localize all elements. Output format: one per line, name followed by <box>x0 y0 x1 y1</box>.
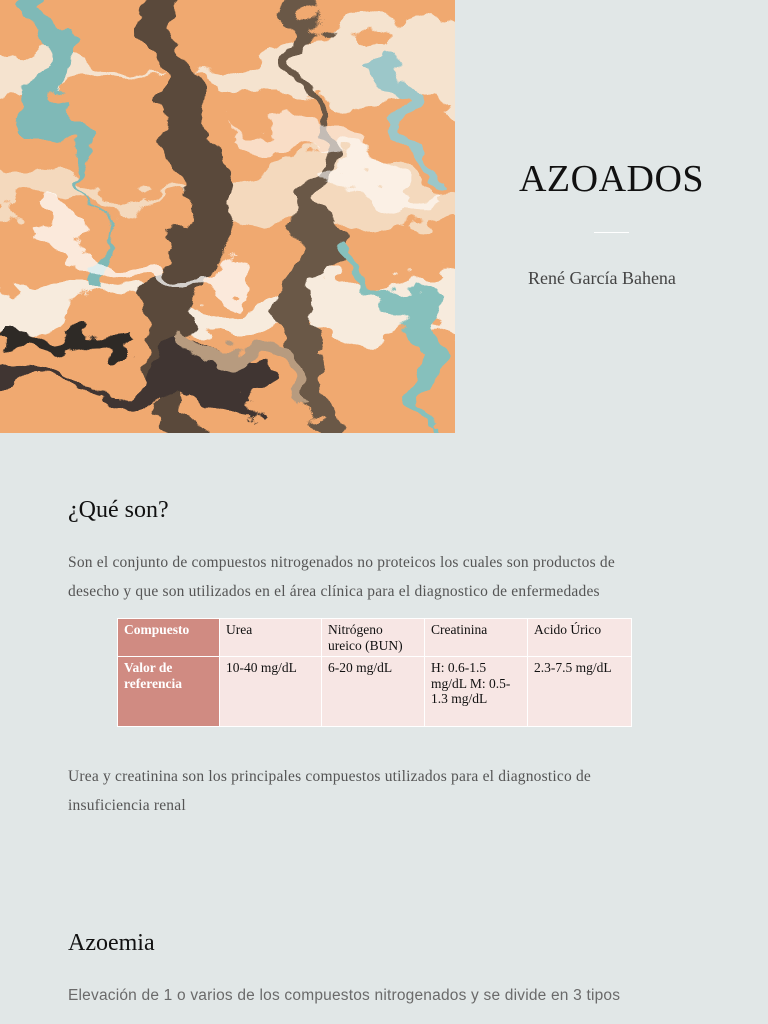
title-divider <box>594 232 629 233</box>
section-heading-que-son: ¿Qué son? <box>68 497 169 523</box>
table-cell: H: 0.6-1.5 mg/dL M: 0.5-1.3 mg/dL <box>425 657 528 727</box>
table-cell: Creatinina <box>425 619 528 657</box>
cover-author: René García Bahena <box>528 268 676 288</box>
table-cell: 10-40 mg/dL <box>220 657 322 727</box>
table-row <box>118 657 632 727</box>
marbled-cover-image <box>0 0 455 433</box>
table-cell: 6-20 mg/dL <box>322 657 425 727</box>
section-heading-azoemia: Azoemia <box>68 930 155 956</box>
table-cell: Urea <box>220 619 322 657</box>
cover-title: AZOADOS <box>518 158 705 200</box>
table-cell: 2.3-7.5 mg/dL <box>528 657 632 727</box>
note-line-2: insuficiencia renal <box>68 797 186 814</box>
azoemia-line-1: Elevación de 1 o varios de los compuestos nitrogenados y se divide en 3 tipos <box>68 987 621 1004</box>
table-header-cell: Valor de referencia <box>118 657 220 727</box>
table-cell: Acido Úrico <box>528 619 632 657</box>
reference-values-table <box>117 618 632 727</box>
table-cell: Nitrógeno ureico (BUN) <box>322 619 425 657</box>
note-line-1: Urea y creatinina son los principales compuestos utilizados para el diagnostico de <box>68 768 592 785</box>
definition-line-1: Son el conjunto de compuestos nitrogenados no proteicos los cuales son productos de <box>68 554 615 571</box>
definition-line-2: desecho y que son utilizados en el área clínica para el diagnostico de enfermedades <box>68 583 600 600</box>
table-row <box>118 619 632 657</box>
table-header-cell: Compuesto <box>118 619 220 657</box>
